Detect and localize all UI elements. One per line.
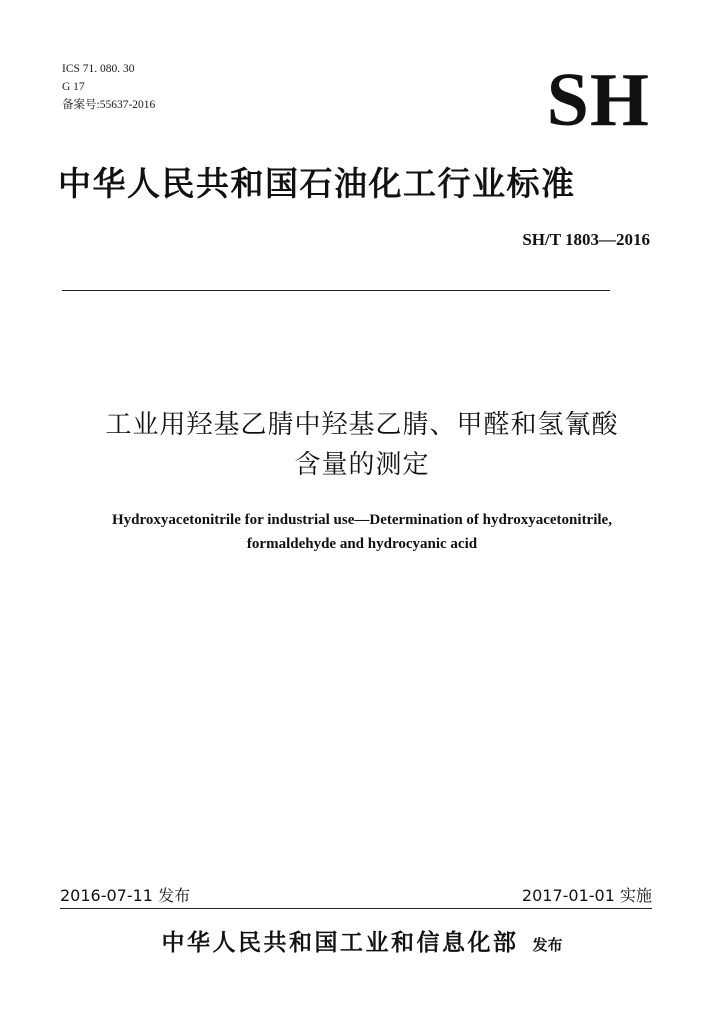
title-en-line-1: Hydroxyacetonitrile for industrial use—Determination of hydroxyacetonitrile, [112, 512, 612, 528]
sh-logo: SH [546, 58, 650, 142]
title-en-line-2: formaldehyde and hydrocyanic acid [246, 536, 478, 552]
ics-code: ICS 71. 080. 30 [62, 63, 135, 75]
title-cn-line-2: 含量的测定 [294, 450, 430, 480]
document-title-english [30, 508, 694, 556]
ccs-code: G 17 [62, 81, 85, 93]
standard-code: SH/T 1803—2016 [522, 230, 650, 249]
filing-number: 备案号:55637-2016 [62, 99, 156, 111]
standard-category-title: 中华人民共和国石油化工行业标准 [58, 164, 576, 203]
publisher-line [30, 928, 694, 960]
classification-block [62, 60, 155, 114]
publisher-name: 中华人民共和国工业和信息化部 [161, 930, 519, 956]
issue-date: 2016-07-11 发布 [60, 886, 191, 905]
title-cn-line-1: 工业用羟基乙腈中羟基乙腈、甲醛和氢氰酸 [105, 410, 619, 440]
document-title-chinese [30, 405, 694, 485]
top-divider [62, 290, 610, 291]
implementation-date: 2017-01-01 实施 [521, 886, 652, 905]
bottom-divider [60, 908, 652, 909]
publisher-label: 发布 [532, 936, 563, 954]
